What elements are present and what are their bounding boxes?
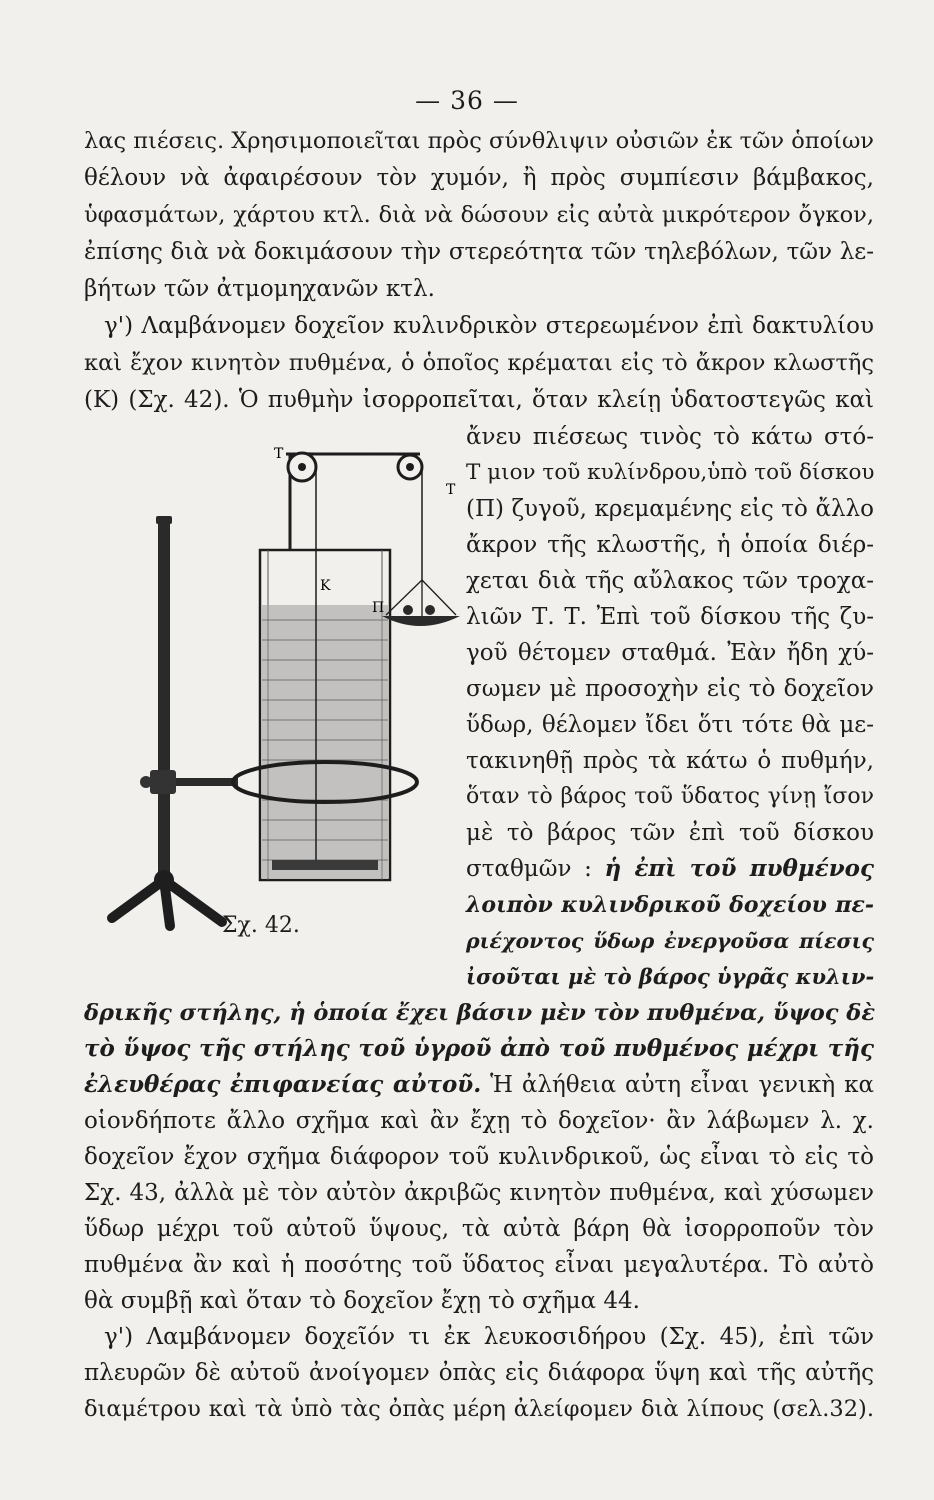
text-line: (Π) ζυγοῦ, κρεμαμένης εἰς τὸ ἄλλο	[466, 496, 874, 522]
label-P: Π	[372, 600, 385, 616]
bold-italic-text: ἡ ἐπὶ τοῦ πυθμένος	[604, 855, 875, 882]
text-line: καὶ ἔχον κινητὸν πυθμένα, ὁ ὁποῖος κρέμαται εἰς τὸ ἄκρον κλωστῆς	[84, 350, 874, 376]
clamp-arm	[170, 778, 238, 786]
text-line: πλευρῶν δὲ αὐτοῦ ἀνοίγομεν ὀπὰς εἰς διάφορα ὕψη καὶ τῆς αὐτῆς	[84, 1360, 874, 1386]
text-line: Σχ. 43, ἀλλὰ μὲ τὸν αὐτὸν ἀκριβῶς κινητὸν πυθμένα, καὶ χύσωμεν	[84, 1180, 874, 1206]
text-line: χεται διὰ τῆς αὔλακος τῶν τροχα-	[466, 568, 874, 594]
label-K: Κ	[320, 578, 331, 594]
paragraph-start-line: γ') Λαμβάνομεν δοχεῖον κυλινδρικὸν στερεωμένον ἐπὶ δακτυλίου	[104, 313, 874, 339]
text-line: Τ μιον τοῦ κυλίνδρου,ὑπὸ τοῦ δίσκου	[466, 460, 875, 485]
bold-italic-text: ἐλευθέρας ἐπιφανείας αὐτοῦ.	[84, 1071, 482, 1098]
text-line: (Κ) (Σχ. 42). Ὁ πυθμὴν ἰσορροπεῖται, ὅταν κλείῃ ὑδατοστεγῶς καὶ	[84, 387, 874, 413]
page-number: — 36 —	[415, 86, 519, 115]
text-line: ἄνευ πιέσεως τινὸς τὸ κάτω στό-	[466, 424, 874, 450]
text-line: πυθμένα ἂν καὶ ἡ ποσότης τοῦ ὕδατος εἶναι μεγαλυτέρα. Τὸ αὐτὸ	[84, 1252, 874, 1278]
text-line: ὕδωρ, θέλομεν ἴδει ὅτι τότε θὰ με-	[466, 712, 874, 738]
text-line-mixed	[466, 854, 874, 884]
text-line: ἐπίσης διὰ νὰ δοκιμάσουν τὴν στερεότητα τῶν τηλεβόλων, τῶν λε-	[84, 239, 874, 265]
text-line: βήτων τῶν ἀτμομηχανῶν κτλ.	[84, 276, 435, 302]
apparatus-drawing	[90, 440, 460, 940]
text-line: δοχεῖον ἔχον σχῆμα διάφορον τοῦ κυλινδρικοῦ, ὡς εἶναι τὸ εἰς τὸ	[84, 1144, 874, 1170]
text-line: μὲ τὸ βάρος τῶν ἐπὶ τοῦ δίσκου	[466, 820, 874, 846]
figure-caption: Σχ. 42.	[222, 913, 300, 938]
plain-text: σταθμῶν :	[466, 856, 605, 882]
text-line: ἄκρον τῆς κλωστῆς, ἡ ὁποία διέρ-	[466, 532, 874, 558]
figure-42-apparatus	[90, 440, 460, 940]
water-column	[262, 605, 388, 878]
bold-italic-line: τὸ ὕψος τῆς στήλης τοῦ ὑγροῦ ἀπὸ τοῦ πυθμένος μέχρι τῆς	[84, 1035, 874, 1062]
text-line: ὅταν τὸ βάρος τοῦ ὕδατος γίνῃ ἴσον	[466, 784, 874, 809]
label-T-left: Τ	[274, 446, 284, 462]
bold-italic-line: ἰσοῦται μὲ τὸ βάρος ὑγρᾶς κυλιν-	[466, 964, 875, 989]
text-line: θὰ συμβῇ καὶ ὅταν τὸ δοχεῖον ἔχῃ τὸ σχῆμα 44.	[84, 1288, 640, 1314]
stand-rod	[158, 520, 170, 882]
text-line: λιῶν Τ. Τ. Ἐπὶ τοῦ δίσκου τῆς ζυ-	[466, 604, 874, 630]
text-line: ὑφασμάτων, χάρτου κτλ. διὰ νὰ δώσουν εἰς αὐτὰ μικρότερον ὄγκον,	[84, 202, 874, 228]
bold-italic-line: ριέχοντος ὕδωρ ἐνεργοῦσα πίεσις	[466, 929, 874, 953]
text-line-mixed	[84, 1070, 874, 1100]
text-line: τακινηθῇ πρὸς τὰ κάτω ὁ πυθμήν,	[466, 748, 874, 774]
text-line: λας πιέσεις. Χρησιμοποιεῖται πρὸς σύνθλιψιν οὐσιῶν ἐκ τῶν ὁποίων	[84, 128, 874, 154]
text-line: διαμέτρου καὶ τὰ ὑπὸ τὰς ὀπὰς μέρη ἀλείφομεν διὰ λίπους (σελ.32).	[84, 1396, 874, 1422]
label-T-right: Τ	[446, 482, 456, 498]
text-line: γοῦ θέτομεν σταθμά. Ἐὰν ἤδη χύ-	[466, 640, 874, 666]
bold-italic-line: λοιπὸν κυλινδρικοῦ δοχείου πε-	[466, 892, 874, 918]
plain-text: Ἡ ἀλήθεια αὐτη εἶναι γενικὴ κα	[481, 1072, 874, 1098]
text-line: σωμεν μὲ προσοχὴν εἰς τὸ δοχεῖον	[466, 676, 874, 702]
paragraph-start-line: γ') Λαμβάνομεν δοχεῖόν τι ἐκ λευκοσιδήρου (Σχ. 45), ἐπὶ τῶν	[104, 1324, 874, 1350]
text-line: οἱονδήποτε ἄλλο σχῆμα καὶ ἂν ἔχῃ τὸ δοχεῖον· ἂν λάβωμεν λ. χ.	[84, 1108, 874, 1134]
bold-italic-line: δρικῆς στήλης, ἡ ὁποία ἔχει βάσιν μὲν τὸν πυθμένα, ὕψος δὲ	[84, 1000, 875, 1026]
text-line: θέλουν νὰ ἀφαιρέσουν τὸν χυμόν, ἢ πρὸς συμπίεσιν βάμβακος,	[84, 165, 874, 191]
scale-pan	[382, 616, 460, 626]
movable-bottom	[272, 860, 378, 870]
text-line: ὕδωρ μέχρι τοῦ αὐτοῦ ὕψους, τὰ αὐτὰ βάρη θὰ ἰσορροποῦν τὸν	[84, 1216, 874, 1242]
